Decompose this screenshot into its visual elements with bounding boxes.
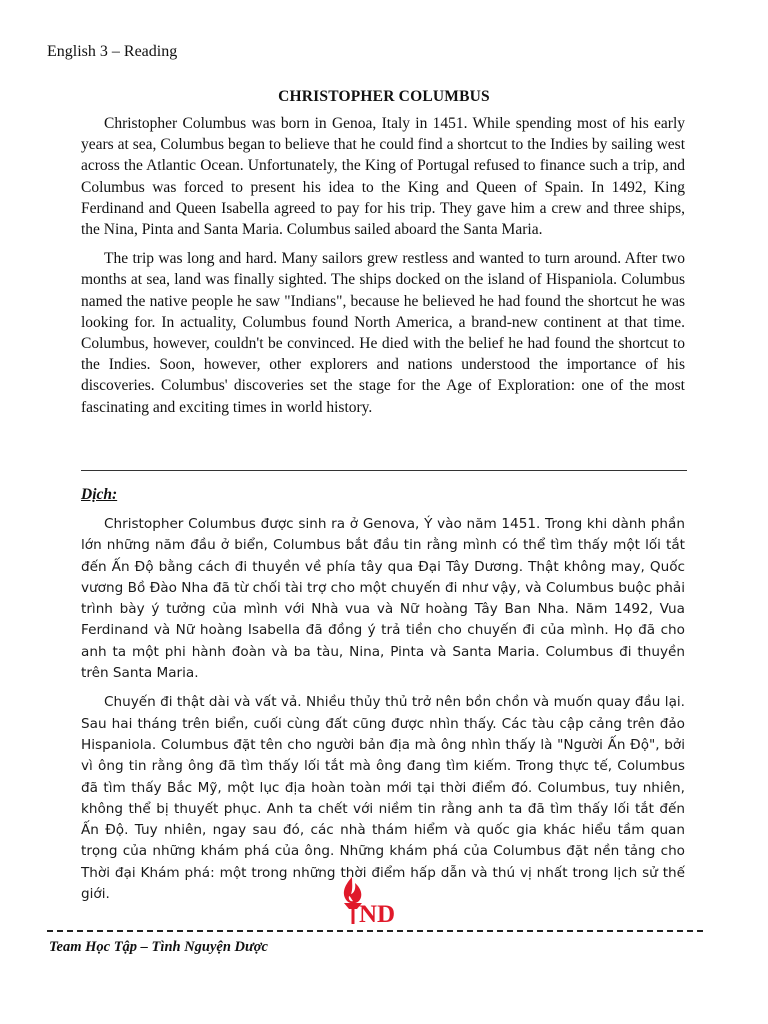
article-title: CHRISTOPHER COLUMBUS (278, 88, 490, 105)
svg-text:ND: ND (359, 901, 396, 926)
english-passage (81, 113, 685, 426)
vietnamese-paragraph: Christopher Columbus được sinh ra ở Genova, Ý vào năm 1451. Trong khi dành phần lớn những năm đầu ở biển, Columbus bắt đầu tin rằng mình có thể tìm thấy một lối tắt đến Ấn Độ bằng cách đi thuyền về phía tây qua Đại Tây Dương. Thật không may, Quốc vương Bồ Đào Nha đã từ chối tài trợ cho một chuyến đi như vậy, và Columbus buộc phải trình bày ý tưởng của mình với Nhà vua và Nữ hoàng Tây Ban Nha. Năm 1492, Vua Ferdinand và Nữ hoàng Isabella đã đồng ý trả tiền cho chuyến đi của mình. Họ đã cho anh ta một phi hành đoàn và ba tàu, Nina, Pinta và Santa Maria. Columbus đi thuyền trên Santa Maria. (81, 516, 685, 682)
translation-heading: Dịch: (81, 486, 118, 503)
footer-divider (47, 930, 703, 932)
vietnamese-translation (81, 514, 685, 913)
page-header: English 3 – Reading (47, 43, 178, 60)
footer-team: Team Học Tập – Tình Nguyện Dược (49, 939, 268, 955)
tnd-logo (338, 874, 418, 926)
vietnamese-paragraph: Chuyến đi thật dài và vất vả. Nhiều thủy thủ trở nên bồn chồn và muốn quay đầu lại. Sau hai tháng trên biển, cuối cùng đất cũng được nhìn thấy. Các tàu cập cảng trên đảo Hispaniola. Columbus đặt tên cho người bản địa mà ông nhìn thấy là "Người Ấn Độ", bởi vì ông tin rằng ông đã tìm thấy lối tắt mà ông đang tìm kiếm. Trong thực tế, Columbus đã tìm thấy Bắc Mỹ, một lục địa hoàn toàn mới tại thời điểm đó. Columbus, tuy nhiên, không thể bị thuyết phục. Anh ta chết với niềm tin rằng anh ta đã tìm thấy lối tắt đến Ấn Độ. Tuy nhiên, ngay sau đó, các nhà thám hiểm và quốc gia khác hiểu tầm quan trọng của những khám phá của ông. Những khám phá của Columbus đặt nền tảng cho Thời đại Khám phá: một trong những thời điểm hấp dẫn và thú vị nhất trong lịch sử thế giới. (81, 694, 685, 903)
english-paragraph: Christopher Columbus was born in Genoa, Italy in 1451. While spending most of his early years at sea, Columbus began to believe that he could find a shortcut to the Indies by sailing west across the Atlantic Ocean. Unfortunately, the King of Portugal refused to finance such a trip, and Columbus was forced to present his idea to the King and Queen of Spain. In 1492, King Ferdinand and Queen Isabella agreed to pay for his trip. They gave him a crew and three ships, the Nina, Pinta and Santa Maria. Columbus sailed aboard the Santa Maria. (81, 115, 685, 239)
torch-flame-icon (338, 874, 418, 926)
english-paragraph: The trip was long and hard. Many sailors grew restless and wanted to turn around. After two months at sea, land was finally sighted. The ships docked on the island of Hispaniola. Columbus named the native people he saw "Indians", because he believed he had found the shortcut he was looking for. In actuality, Columbus found North America, a brand-new continent at that time. Columbus, however, couldn't be convinced. He died with the belief he had found the shortcut to the Indies. Soon, however, other explorers and nations understood the importance of his discoveries. Columbus' discoveries set the stage for the Age of Exploration: one of the most fascinating and exciting times in world history. (81, 250, 685, 416)
section-divider (81, 470, 687, 471)
